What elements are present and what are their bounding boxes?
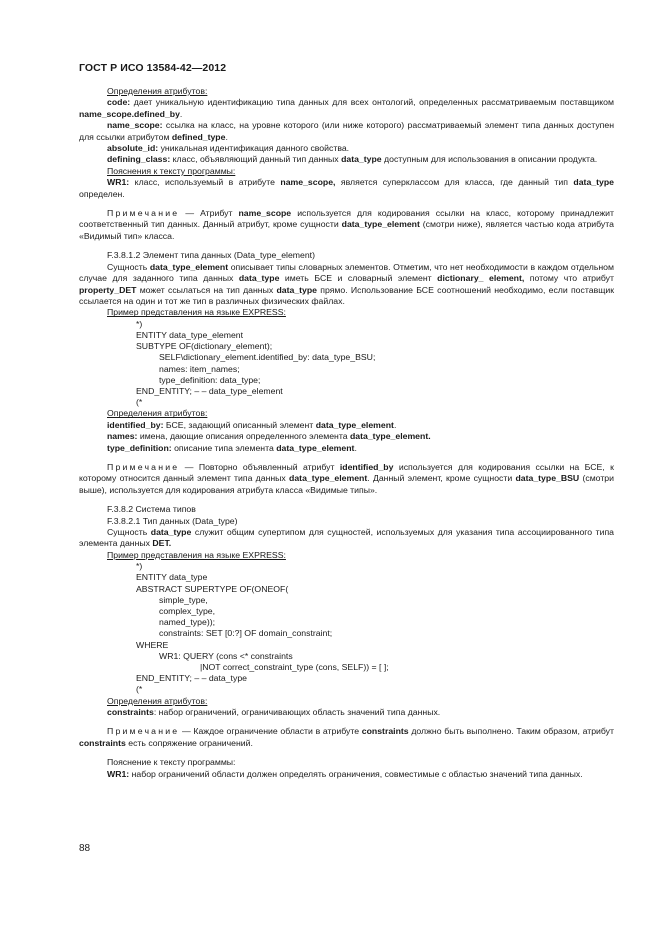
paragraph xyxy=(79,757,614,768)
section-label xyxy=(79,550,614,561)
code-line: *) xyxy=(136,561,143,572)
text-run: F.3.8.2 Система типов xyxy=(107,504,196,515)
text-run: — Каждое ограничение области в атрибуте xyxy=(179,726,362,737)
term: data_type xyxy=(276,284,318,295)
code-line: constraints: SET [0:?] OF domain_constraint; xyxy=(159,628,333,639)
code-line: type_definition: data_type; xyxy=(159,374,261,385)
code-line: ENTITY data_type xyxy=(136,572,208,583)
text-run: Примечание xyxy=(107,208,180,219)
term: name_scope.defined_by xyxy=(79,108,180,119)
text-run: . xyxy=(179,108,183,119)
code-line: (* xyxy=(136,397,143,408)
text-run: . xyxy=(393,419,397,430)
text-run: имена, дающие описания определенного элемента xyxy=(137,431,350,442)
code-line: names: item_names; xyxy=(159,363,240,374)
text-run: Определения атрибутов: xyxy=(107,86,208,96)
page-number: 88 xyxy=(79,843,91,854)
text-run: — Атрибут xyxy=(179,208,239,219)
text-run: Сущность xyxy=(107,261,150,272)
text-run: класс, используемый в атрибуте xyxy=(129,177,281,188)
text-run: — Повторно объявленный атрибут xyxy=(179,461,340,472)
term: data_type xyxy=(238,273,280,284)
paragraph xyxy=(79,208,614,242)
term: data_type_BSU xyxy=(515,473,580,484)
paragraph xyxy=(79,443,614,454)
term: data_type_element xyxy=(276,442,355,453)
code-line: WHERE xyxy=(136,639,169,650)
code-line: (* xyxy=(136,684,143,695)
text-run: Примечание xyxy=(107,461,180,472)
text-run: . Данный элемент, кроме сущности xyxy=(367,473,516,484)
term: data_type xyxy=(341,154,382,165)
term: data_type_element. xyxy=(349,431,431,442)
paragraph xyxy=(79,97,614,120)
term: dictionary_ element, xyxy=(437,273,525,284)
document-body xyxy=(79,86,614,780)
term: constraints xyxy=(79,737,126,748)
text-run: описывает типы словарных элементов. Отметим, что нет необходимости в каждом отдельном случае для заданного типа данных xyxy=(79,261,614,284)
section-label xyxy=(79,307,614,318)
term: type_definition: xyxy=(107,442,172,453)
text-run: используется для кодирования ссылки на класс, которому принадлежит соответственный тип данных. Данный атрибут, кроме сущности xyxy=(79,208,614,230)
code-line: SUBTYPE OF(dictionary_element); xyxy=(136,341,273,352)
section-label xyxy=(79,408,614,419)
text-run: Пример представления на языке EXPRESS: xyxy=(107,307,286,318)
code-line: SELF\dictionary_element.identified_by: data_type_BSU; xyxy=(159,352,376,363)
text-run: Пояснения к тексту программы: xyxy=(107,165,236,176)
text-run: доступным для использования в описании продукта. xyxy=(381,154,598,165)
code-line: *) xyxy=(136,318,143,329)
paragraph xyxy=(79,420,614,431)
paragraph xyxy=(79,262,614,308)
text-run: : набор ограничений, ограничивающих область значений типа данных. xyxy=(153,707,441,718)
text-run: . xyxy=(354,442,357,453)
term: identified_by xyxy=(339,461,394,472)
term: property_DET xyxy=(79,284,137,295)
paragraph xyxy=(79,462,614,496)
term: constraints xyxy=(107,707,154,718)
text-run: Определения атрибутов: xyxy=(107,695,208,706)
text-run: Пояснение к тексту программы: xyxy=(107,757,236,768)
text-run: служит общим супертипом для сущностей, используемых для указания типа ассоциированного типа элемента данных xyxy=(79,527,614,549)
paragraph xyxy=(79,707,614,718)
code-line: END_ENTITY; – – data_type xyxy=(136,673,247,684)
code-line: ENTITY data_type_element xyxy=(136,329,244,340)
code-line: ABSTRACT SUPERTYPE OF(ONEOF( xyxy=(136,583,289,594)
document-header: ГОСТ Р ИСО 13584-42—2012 xyxy=(79,62,227,74)
paragraph xyxy=(79,120,614,143)
text-run: иметь БСЕ и словарный элемент xyxy=(279,273,438,284)
text-run: (смотри ниже), является частью кода атрибута «Видимый тип» класса. xyxy=(79,219,614,241)
term: defined_type xyxy=(171,131,226,142)
text-run: класс, объявляющий данный тип данных xyxy=(170,154,342,165)
text-run: является суперклассом для класса, где данный тип xyxy=(335,177,574,188)
text-run: потому что атрибут xyxy=(524,273,614,284)
section-label xyxy=(79,696,614,707)
text-run: БСЕ, задающий описанный элемент xyxy=(163,419,316,430)
text-run: уникальная идентификация данного свойства. xyxy=(158,143,350,154)
text-run: F.3.8.2.1 Тип данных (Data_type) xyxy=(107,515,238,526)
text-run: дает уникальную идентификацию типа данных для всех онтологий, определенных рассматриваемым поставщиком xyxy=(130,97,614,108)
paragraph xyxy=(79,504,614,515)
text-run: F.3.8.1.2 Элемент типа данных (Data_type_element) xyxy=(107,250,315,261)
term: data_type_element xyxy=(149,261,229,272)
paragraph xyxy=(79,431,614,442)
paragraph xyxy=(79,516,614,527)
term: name_scope xyxy=(238,208,292,219)
term: identified_by: xyxy=(107,419,164,430)
code-line: END_ENTITY; – – data_type_element xyxy=(136,385,283,396)
text-run: (смотри выше), используется для кодирования атрибута класса «Видимые типы». xyxy=(79,473,614,495)
term: name_scope: xyxy=(107,120,163,131)
code-line: simple_type, xyxy=(159,594,208,605)
term: data_type_element xyxy=(289,473,368,484)
code-line: named_type)); xyxy=(159,617,216,628)
text-run: набор ограничений области должен определять ограничения, совместимые с областью значений типа данных. xyxy=(129,768,583,779)
text-run: Определения атрибутов: xyxy=(107,408,208,419)
code-listing xyxy=(79,561,614,695)
paragraph xyxy=(79,143,614,154)
term: WR1: xyxy=(107,177,130,188)
term: code: xyxy=(107,97,131,108)
section-label xyxy=(79,166,614,177)
text-run: прямо. Использование БСЕ соотношений необходимо, если поставщик ссылается на один и тот же тип в различных физических файлах. xyxy=(79,284,614,306)
term: WR1: xyxy=(107,768,130,779)
text-run: используется для кодирования ссылки на БСЕ, к которому относится данный элемент типа данных xyxy=(79,461,614,484)
paragraph xyxy=(79,726,614,749)
paragraph xyxy=(79,527,614,550)
text-run: Сущность xyxy=(107,527,151,537)
paragraph xyxy=(79,154,614,165)
paragraph xyxy=(79,250,614,261)
text-run: ссылка на класс, на уровне которого (или ниже которого) рассматриваемый элемент типа данных доступен для ссылки атрибутом xyxy=(79,120,614,142)
text-run: может ссылаться на тип данных xyxy=(136,284,277,295)
term: absolute_id: xyxy=(107,143,159,154)
text-run: Примечание xyxy=(107,726,180,737)
term: constraints xyxy=(361,726,409,737)
term: data_type xyxy=(150,527,192,537)
code-line: |NOT correct_constraint_type (cons, SELF)) = [ ]; xyxy=(200,662,389,673)
term: DET. xyxy=(152,538,172,549)
text-run: . xyxy=(225,131,228,142)
term: data_type_element xyxy=(315,419,394,430)
code-line: WR1: QUERY (cons <* constraints xyxy=(159,650,293,661)
text-run: должно быть выполнено. Таким образом, атрибут xyxy=(408,726,614,737)
term: data_type_element xyxy=(341,219,420,230)
code-line: complex_type, xyxy=(159,606,216,617)
term: names: xyxy=(107,431,138,442)
paragraph xyxy=(79,769,614,780)
section-label xyxy=(79,86,614,97)
term: data_type xyxy=(573,177,614,188)
code-listing xyxy=(79,319,614,409)
text-run: определен. xyxy=(79,188,125,199)
text-run: описание типа элемента xyxy=(171,442,277,453)
text-run: Пример представления на языке EXPRESS: xyxy=(107,549,286,560)
text-run: есть сопряжение ограничений. xyxy=(125,737,253,748)
paragraph xyxy=(79,177,614,200)
term: name_scope, xyxy=(280,177,336,188)
term: defining_class: xyxy=(107,154,171,165)
